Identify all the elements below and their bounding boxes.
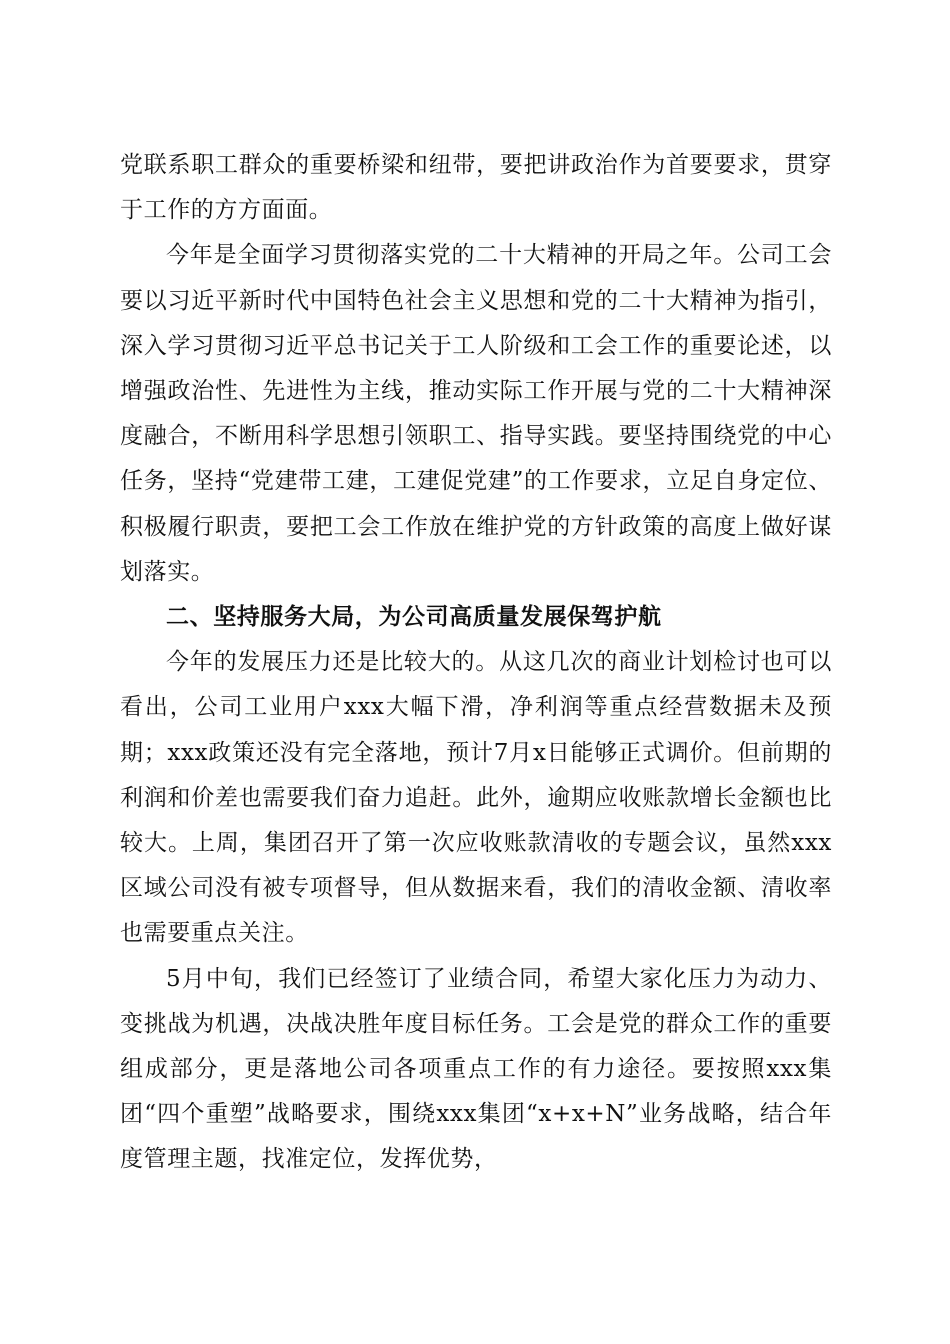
paragraph-performance-contract: 5月中旬，我们已经签订了业绩合同，希望大家化压力为动力、变挑战为机遇，决战决胜年度目标任务。工会是党的群众工作的重要组成部分，更是落地公司各项重点工作的有力途径。要按照xxx集团“四个重塑”战略要求，围绕xxx集团“x+x+N”业务战略，结合年度管理主题，找准定位，发挥优势，	[120, 965, 832, 1173]
section-heading-2: 二、坚持服务大局，为公司高质量发展保驾护航	[166, 604, 662, 631]
paragraph-political-guidance: 今年是全面学习贯彻落实党的二十大精神的开局之年。公司工会要以习近平新时代中国特色社会主义思想和党的二十大精神为指引，深入学习贯彻习近平总书记关于工人阶级和工会工作的重要论述，以增强政治性、先进性为主线，推动实际工作开展与党的二十大精神深度融合，不断用科学思想引领职工、指导实践。要坚持围绕党的中心任务，坚持“党建带工建，工建促党建”的工作要求，立足自身定位、积极履行职责，要把工会工作放在维护党的方针政策的高度上做好谋划落实。	[120, 242, 832, 585]
paragraph-development-pressure: 今年的发展压力还是比较大的。从这几次的商业计划检讨也可以看出，公司工业用户xxx大幅下滑，净利润等重点经营数据未及预期；xxx政策还没有完全落地，预计7月x日能够正式调价。但前期的利润和价差也需要我们奋力追赶。此外，逾期应收账款增长金额也比较大。上周，集团召开了第一次应收账款清收的专题会议，虽然xxx区域公司没有被专项督导，但从数据来看，我们的清收金额、清收率也需要重点关注。	[120, 649, 832, 947]
document-body	[120, 143, 832, 1183]
paragraph-continuation: 党联系职工群众的重要桥梁和纽带，要把讲政治作为首要要求，贯穿于工作的方方面面。	[120, 152, 832, 224]
